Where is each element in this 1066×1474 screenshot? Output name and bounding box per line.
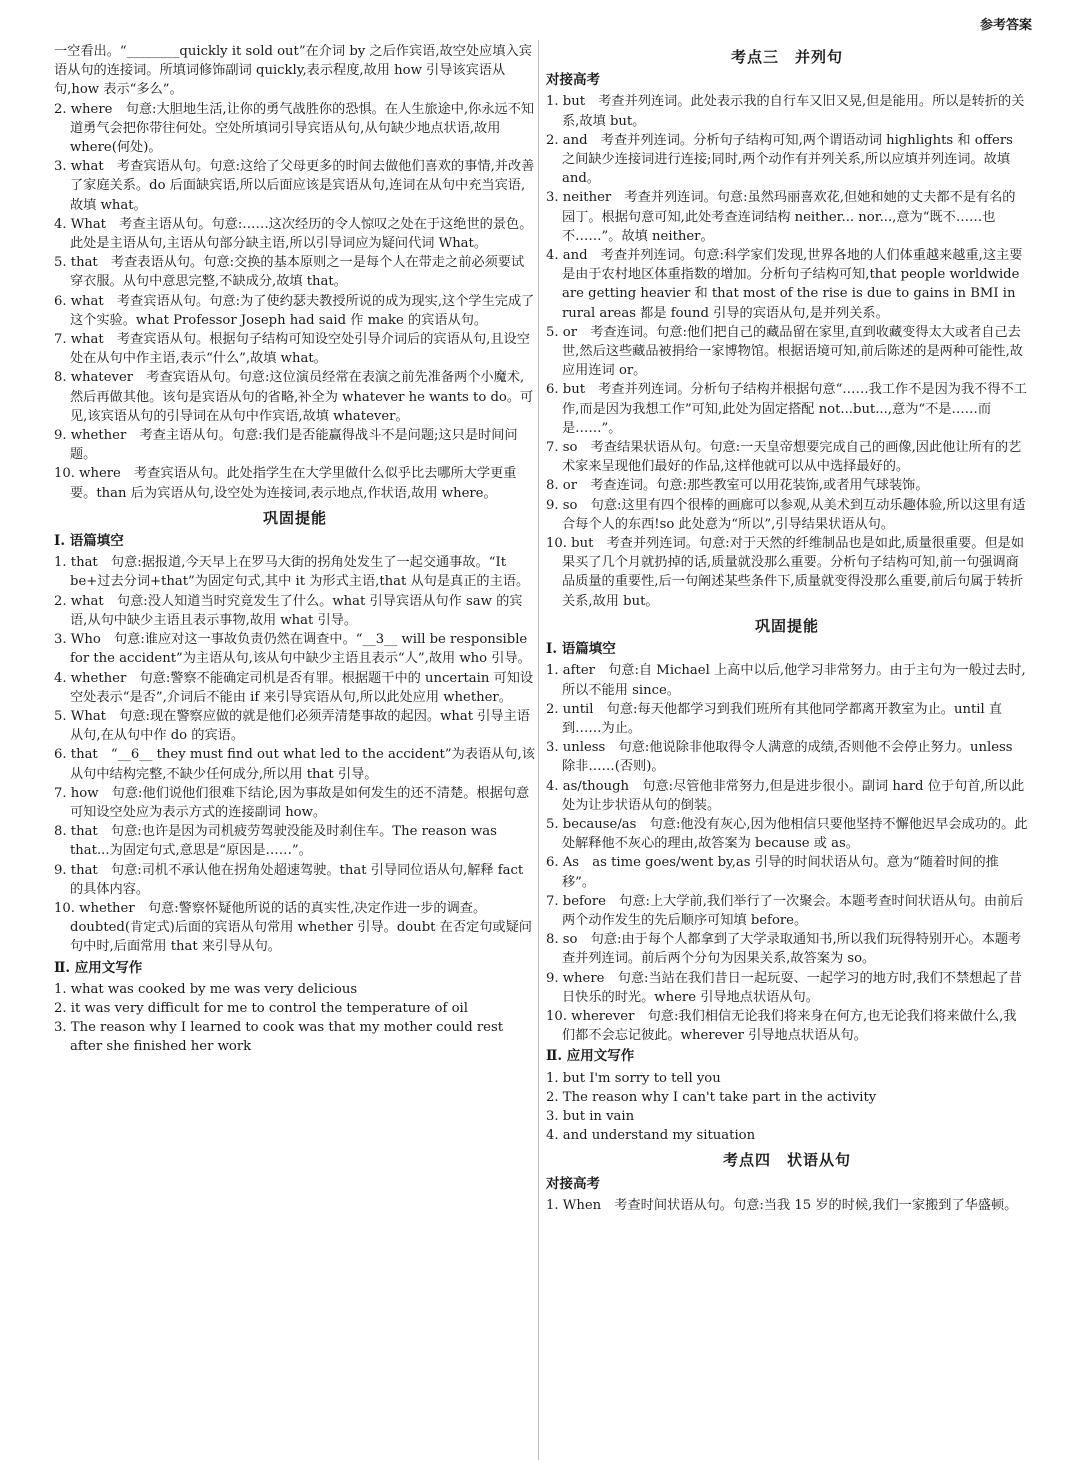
page-header: 参考答案 [979, 18, 1032, 33]
subsection-title: 对接高考 [546, 1175, 600, 1192]
answer-item: 3. unless 句意:他说除非他取得令人满意的成绩,否则他不会停止努力。unless 除非……(否则)。 [546, 740, 1013, 775]
answer-item: 10. wherever 句意:我们相信无论我们将来身在何方,也无论我们将来做什么,我们都不会忘记彼此。wherever 引导地点状语从句。 [546, 1008, 1017, 1044]
answer-item: 7. so 考查结果状语从句。句意:一天皇帝想要完成自己的画像,因此他让所有的艺术家来呈现他们最好的作品,这样他就可以从中选择最好的。 [546, 440, 1022, 475]
left-column [54, 42, 536, 1057]
subsection-title: 对接高考 [546, 72, 600, 89]
section-title: 巩固提能 [262, 508, 327, 527]
answer-item: 4. and understand my situation [546, 1128, 756, 1144]
column-divider [538, 40, 539, 1460]
answer-item: 4. What 考查主语从句。句意:……这次经历的令人惊叹之处在于这绝世的景色。此处是主语从句,主语从句部分缺主语,所以引导词应为疑问代词 What。 [54, 216, 533, 252]
answer-item: 9. that 句意:司机不承认他在拐角处超速驾驶。that 引导同位语从句,解释 fact 的具体内容。 [54, 862, 524, 897]
answer-item: 6. what 考查宾语从句。句意:为了使约瑟夫教授所说的成为现实,这个学生完成了这个实验。what Professor Joseph had said 作 make 的宾语从句。 [54, 293, 535, 328]
answer-item: 9. where 句意:当站在我们昔日一起玩耍、一起学习的地方时,我们不禁想起了昔日快乐的时光。where 引导地点状语从句。 [546, 970, 1022, 1005]
answer-item: 6. that “__6__ they must find out what led to the accident”为表语从句,该从句中结构完整,不缺少任何成分,所以用 that 引导。 [54, 747, 535, 782]
answer-item: 7. what 考查宾语从句。根据句子结构可知设空处引导介词后的宾语从句,且设空处在从句中作主语,表示“什么”,故填 what。 [54, 332, 530, 367]
answer-item: 10. where 考查宾语从句。此处指学生在大学里做什么似乎比去哪所大学更重要。than 后为宾语从句,设空处为连接词,表示地点,作状语,故用 where。 [54, 466, 517, 501]
answer-item: 8. or 考查连词。句意:那些教室可以用花装饰,或者用气球装饰。 [546, 478, 929, 494]
section-title: 巩固提能 [754, 616, 819, 635]
section-title: 考点三 并列句 [730, 48, 843, 66]
answer-item: 2. The reason why I can't take part in the activity [546, 1089, 877, 1105]
answer-item: 3. Who 句意:谁应对这一事故负责仍然在调查中。“__3__ will be responsible for the accident”为主语从句,该从句中缺少主语且表示“人”,故用 who 引导。 [54, 632, 531, 667]
answer-item: 10. but 考查并列连词。句意:对于天然的纤维制品也是如此,质量很重要。但是如果买了几个月就扔掉的话,质量就没那么重要。分析句子结构可知,前一句强调商品质量的重要性,后一句阐述某些条件下,质量就变得没那么重要,前后句属于转折关系,故用 but。 [546, 536, 1025, 609]
answer-item: 5. that 考查表语从句。句意:交换的基本原则之一是每个人在带走之前必须要试穿衣服。从句中意思完整,不缺成分,故填 that。 [54, 255, 525, 290]
answer-item: 8. that 句意:也许是因为司机疲劳驾驶没能及时刹住车。The reason was that...为固定句式,意思是“原因是……”。 [54, 824, 497, 859]
answer-item: 6. As as time goes/went by,as 引导的时间状语从句。意为“随着时间的推移”。 [546, 855, 999, 890]
answer-item: 4. as/though 句意:尽管他非常努力,但是进步很小。副词 hard 位于句首,所以此处为让步状语从句的倒装。 [546, 778, 1025, 813]
answer-item: 一空看出。“________quickly it sold out”在介词 by 之后作宾语,故空处应填入宾语从句的连接词。所填词修饰副词 quickly,表示程度,故用 how 引导该宾语从句,how 表示“多么”。 [54, 44, 532, 98]
answer-item: 3. but in vain [546, 1108, 635, 1124]
answer-item: 5. because/as 句意:他没有灰心,因为他相信只要他坚持不懈他迟早会成功的。此处解释他不灰心的理由,故答案为 because 或 as。 [546, 816, 1028, 852]
answer-item: 1. When 考查时间状语从句。句意:当我 15 岁的时候,我们一家搬到了华盛顿。 [546, 1197, 1018, 1213]
subsection-title: Ⅰ. 语篇填空 [54, 533, 124, 550]
subsection-title: Ⅱ. 应用文写作 [546, 1048, 635, 1065]
answer-item: 2. what 句意:没人知道当时究竟发生了什么。what 引导宾语从句作 saw 的宾语,从句中缺少主语且表示事物,故用 what 引导。 [54, 593, 523, 628]
subsection-title: Ⅰ. 语篇填空 [546, 641, 616, 658]
answer-item: 9. so 句意:这里有四个很棒的画廊可以参观,从美术到互动乐趣体验,所以这里有适合每个人的东西!so 此处意为“所以”,引导结果状语从句。 [546, 497, 1026, 532]
answer-item: 5. or 考查连词。句意:他们把自己的藏品留在家里,直到收藏变得太大或者自己去世,然后这些藏品被捐给一家博物馆。根据语境可知,前后陈述的是两种可能性,故应用连词 or。 [546, 324, 1023, 379]
answer-item: 3. what 考查宾语从句。句意:这给了父母更多的时间去做他们喜欢的事情,并改善了家庭关系。do 后面缺宾语,所以后面应该是宾语从句,连词在从句中充当宾语,故填 what。 [54, 159, 535, 213]
answer-item: 4. whether 句意:警察不能确定司机是否有罪。根据题干中的 uncertain 可知设空处表示“是否”,介词后不能由 if 来引导宾语从句,所以此处应用 whether。 [54, 670, 534, 705]
answer-item: 1. but 考查并列连词。此处表示我的自行车又旧又晃,但是能用。所以是转折的关系,故填 but。 [546, 94, 1025, 129]
answer-item: 7. before 句意:上大学前,我们举行了一次聚会。本题考查时间状语从句。由前后两个动作发生的先后顺序可知填 before。 [546, 893, 1024, 928]
answer-item: 8. so 句意:由于每个人都拿到了大学录取通知书,所以我们玩得特别开心。本题考查并列连词。前后两个分句为因果关系,故答案为 so。 [546, 932, 1022, 967]
answer-item: 9. whether 考查主语从句。句意:我们是否能赢得战斗不是问题;这只是时间问题。 [54, 428, 518, 463]
subsection-title: Ⅱ. 应用文写作 [54, 959, 143, 976]
section-title: 考点四 状语从句 [722, 1151, 851, 1170]
answer-item: 2. where 句意:大胆地生活,让你的勇气战胜你的恐惧。在人生旅途中,你永远不知道勇气会把你带往何处。空处所填词引导宾语从句,从句缺少地点状语,故用 where(何处)。 [54, 101, 535, 156]
answer-item: 1. after 句意:自 Michael 上高中以后,他学习非常努力。由于主句为一般过去时,所以不能用 since。 [546, 663, 1026, 698]
answer-item: 3. The reason why I learned to cook was that my mother could rest after she finished her work [54, 1020, 504, 1055]
answer-item: 7. how 句意:他们说他们很难下结论,因为事故是如何发生的还不清楚。根据句意可知设空处应为表示方式的连接副词 how。 [54, 785, 530, 820]
answer-item: 2. and 考查并列连词。分析句子结构可知,两个谓语动词 highlights 和 offers 之间缺少连接词进行连接;同时,两个动作有并列关系,所以应填并列连词。故填 and。 [546, 132, 1013, 187]
answer-item: 4. and 考查并列连词。句意:科学家们发现,世界各地的人们体重越来越重,这主要是由于农村地区体重指数的增加。分析句子结构可知,that people worldwide are getting heavier 和 that most of the rise is due to gains in BMI in rural areas 都是 found 引导的宾语从句,是并列关系。 [546, 248, 1023, 321]
answer-item: 2. it was very difficult for me to control the temperature of oil [54, 1000, 468, 1016]
answer-item: 1. but I'm sorry to tell you [546, 1070, 721, 1086]
answer-item: 5. What 句意:现在警察应做的就是他们必须弄清楚事故的起因。what 引导主语从句,在从句中作 do 的宾语。 [54, 708, 530, 744]
answer-item: 3. neither 考查并列连词。句意:虽然玛丽喜欢花,但她和她的丈夫都不是有名的园丁。根据句意可知,此处考查连词结构 neither... nor...,意为“既不……也不……”。故填 neither。 [546, 190, 1016, 244]
right-column [546, 42, 1028, 1215]
answer-item: 2. until 句意:每天他都学习到我们班所有其他同学都离开教室为止。until 直到……为止。 [546, 701, 1003, 736]
answer-item: 1. what was cooked by me was very delicious [54, 981, 358, 997]
answer-item: 6. but 考查并列连词。分析句子结构并根据句意“……我工作不是因为我不得不工作,而是因为我想工作”可知,此处为固定搭配 not...but...,意为“不是……而是……”。 [546, 382, 1027, 436]
answer-item: 10. whether 句意:警察怀疑他所说的话的真实性,决定作进一步的调查。doubted(肯定式)后面的宾语从句常用 whether 引导。doubt 在否定句或疑问句中时,后面常用 that 来引导从句。 [54, 900, 532, 955]
answer-item: 8. whatever 考查宾语从句。句意:这位演员经常在表演之前先准备两个小魔术,然后再做其他。该句是宾语从句的省略,补全为 whatever he wants to do。可见,该宾语从句的引导词在从句中作宾语,故填 whatever。 [54, 370, 534, 424]
answer-item: 1. that 句意:据报道,今天早上在罗马大街的拐角处发生了一起交通事故。“It be+过去分词+that”为固定句式,其中 it 为形式主语,that 从句是真正的主语。 [54, 555, 530, 590]
